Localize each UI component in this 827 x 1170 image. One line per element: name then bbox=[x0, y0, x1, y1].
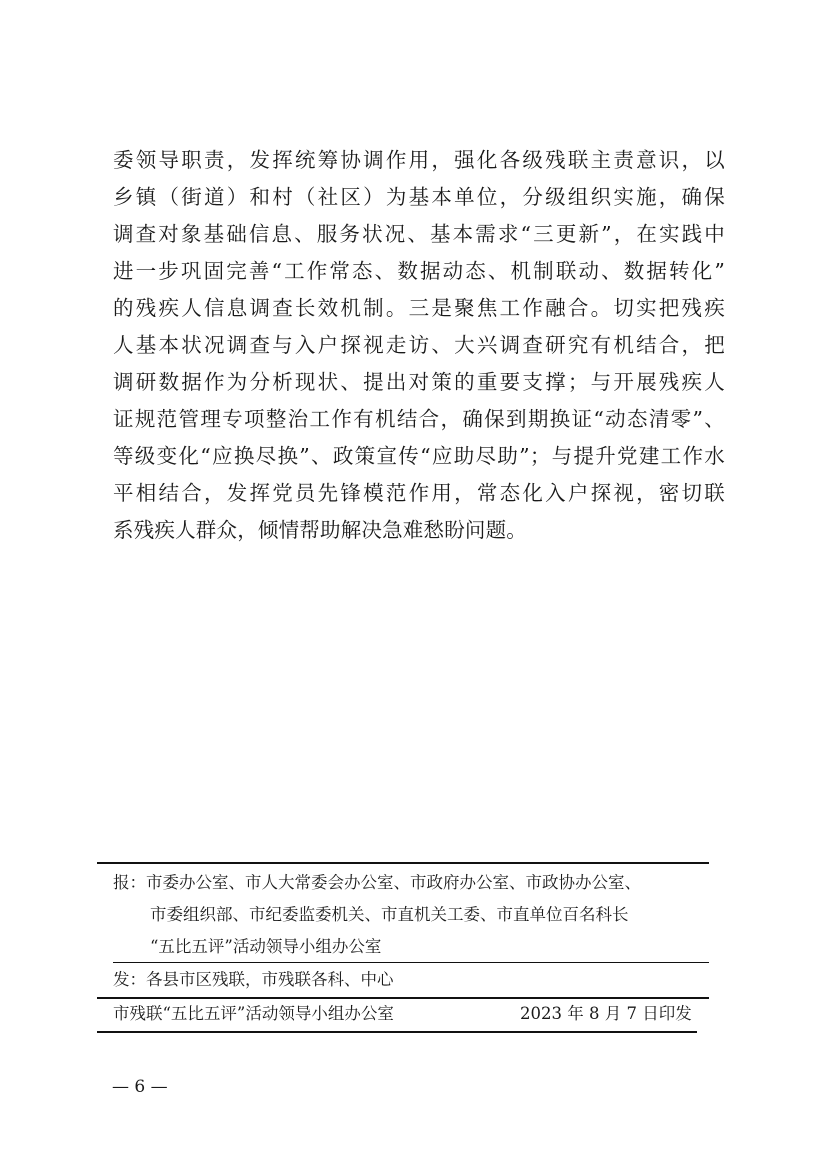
paragraph-line: 人基本状况调查与入户探视走访、大兴调查研究有机结合，把 bbox=[113, 333, 725, 357]
paragraph-line: 进一步巩固完善“工作常态、数据动态、机制联动、数据转化” bbox=[113, 259, 725, 283]
paragraph-line: 乡镇（街道）和村（社区）为基本单位，分级组织实施，确保 bbox=[113, 185, 725, 209]
paragraph-line: 等级变化“应换尽换”、政策宣传“应助尽助”；与提升党建工作水 bbox=[113, 444, 725, 468]
footer-top-rule bbox=[97, 997, 709, 999]
paragraph-line: 的残疾人信息调查长效机制。三是聚焦工作融合。切实把残疾 bbox=[113, 296, 725, 320]
page-number: — 6 — bbox=[112, 1077, 168, 1097]
body-paragraph bbox=[113, 142, 725, 549]
paragraph-line: 调查对象基础信息、服务状况、基本需求“三更新”，在实践中 bbox=[113, 222, 725, 246]
send-recipients-line: 发：各县市区残联，市残联各科、中心 bbox=[113, 970, 394, 989]
paragraph-line: 平相结合，发挥党员先锋模范作用，常态化入户探视，密切联 bbox=[113, 481, 725, 505]
paragraph-line: 委领导职责，发挥统筹协调作用，强化各级残联主责意识，以 bbox=[113, 148, 725, 172]
footer-bottom-rule bbox=[97, 1031, 697, 1033]
issue-date: 2023 年 8 月 7 日印发 bbox=[520, 1004, 692, 1023]
report-recipients-line: 市委组织部、市纪委监委机关、市直机关工委、市直单位百名科长 bbox=[150, 905, 629, 924]
paragraph-line: 证规范管理专项整治工作有机结合，确保到期换证“动态清零”、 bbox=[113, 407, 725, 431]
report-recipients-line: “五比五评”活动领导小组办公室 bbox=[150, 937, 382, 956]
issuer-text: 市残联“五比五评”活动领导小组办公室 bbox=[113, 1004, 394, 1023]
distribution-divider bbox=[113, 962, 709, 963]
paragraph-line: 系残疾人群众，倾情帮助解决急难愁盼问题。 bbox=[113, 518, 527, 542]
report-recipients-line: 报：市委办公室、市人大常委会办公室、市政府办公室、市政协办公室、 bbox=[113, 873, 641, 892]
paragraph-line: 调研数据作为分析现状、提出对策的重要支撑；与开展残疾人 bbox=[113, 370, 725, 394]
distribution-top-rule bbox=[97, 862, 709, 864]
